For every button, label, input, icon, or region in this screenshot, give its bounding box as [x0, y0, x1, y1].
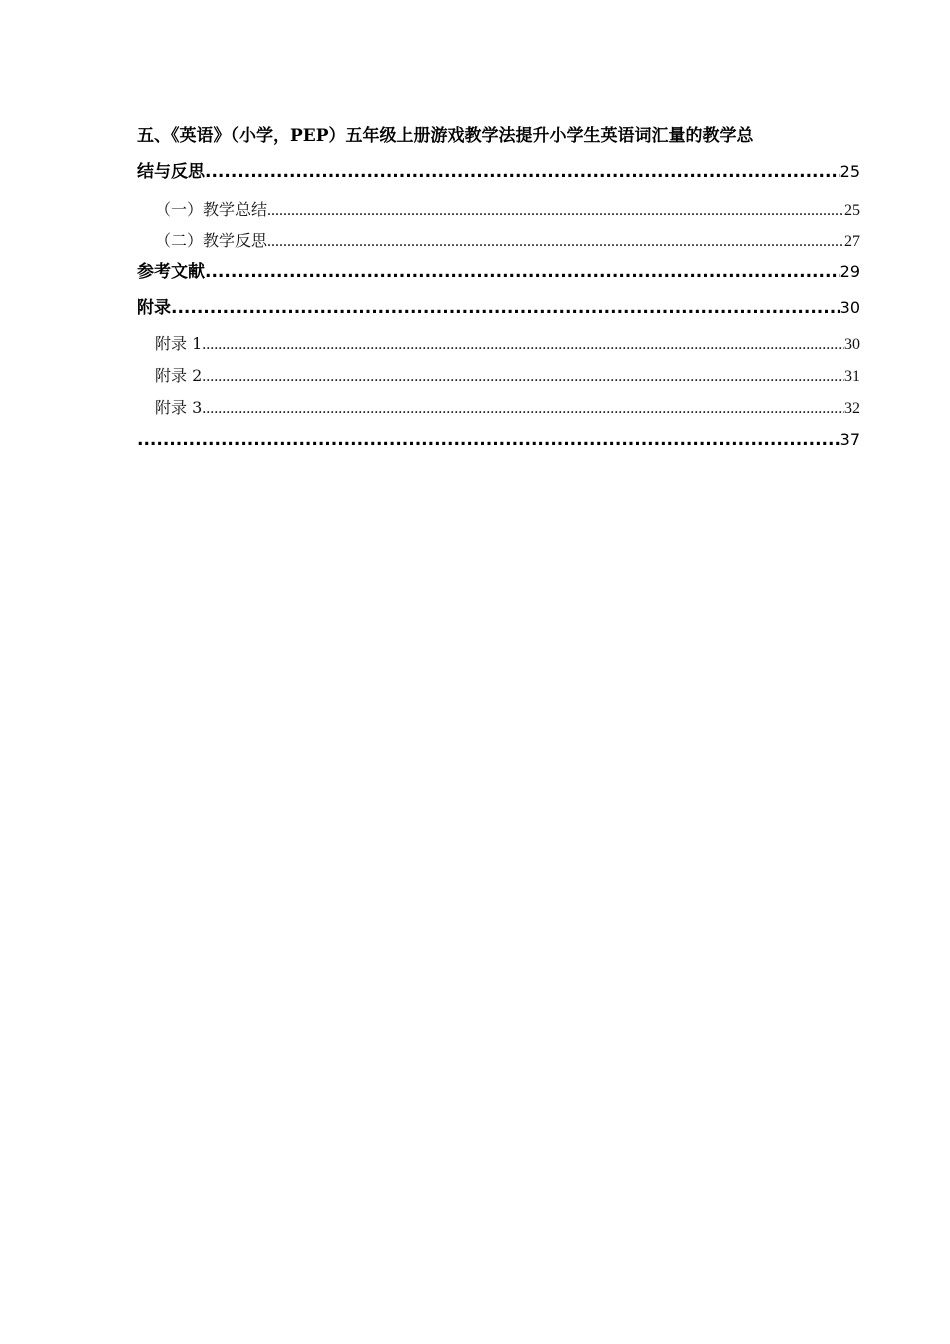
toc-entry-appendix[interactable]: [137, 288, 860, 328]
toc-entry-references[interactable]: [137, 256, 860, 288]
toc-entry-teaching-summary[interactable]: [137, 194, 860, 226]
toc-page-number: 25: [839, 162, 860, 181]
toc-page-number: 37: [839, 430, 860, 449]
toc-entry-teaching-reflection[interactable]: [137, 226, 860, 256]
table-of-contents: [137, 118, 860, 456]
toc-chapter5-title-line1[interactable]: 五、《英语》（小学，PEP）五年级上册游戏教学法提升小学生英语词汇量的教学总: [137, 126, 754, 146]
toc-entry-label: 附录: [137, 298, 171, 318]
toc-dot-leader: [205, 256, 840, 288]
toc-dot-leader: [202, 329, 844, 361]
toc-dot-leader: [202, 393, 844, 425]
toc-dot-leader: [205, 154, 840, 190]
toc-page-number: 25: [844, 202, 860, 219]
toc-page-number: 30: [844, 336, 860, 353]
toc-entry-label: 附录 1: [155, 334, 203, 353]
toc-entry-appendix-3[interactable]: [137, 392, 860, 424]
toc-dot-leader: [137, 424, 840, 456]
toc-entry-appendix-2[interactable]: [137, 360, 860, 392]
toc-dot-leader: [171, 288, 840, 328]
toc-entry-label: （一）教学总结: [155, 200, 268, 219]
toc-entry-last[interactable]: [137, 424, 860, 456]
toc-entry-appendix-1[interactable]: [137, 328, 860, 360]
toc-page-number: 27: [844, 233, 860, 250]
toc-entry-label: 附录 2: [155, 366, 203, 385]
toc-entry-label: （二）教学反思: [155, 231, 268, 250]
toc-entry-label: 结与反思: [137, 162, 205, 182]
toc-dot-leader: [267, 227, 844, 257]
toc-entry-label: 参考文献: [137, 262, 205, 282]
toc-entry-label: 附录 3: [155, 398, 203, 417]
toc-page-number: 30: [839, 298, 860, 317]
toc-page-number: 29: [839, 262, 860, 281]
toc-dot-leader: [267, 195, 844, 227]
toc-dot-leader: [202, 361, 844, 393]
toc-entry-chapter5[interactable]: [137, 154, 860, 190]
toc-page-number: 31: [844, 368, 860, 385]
toc-page-number: 32: [844, 400, 860, 417]
